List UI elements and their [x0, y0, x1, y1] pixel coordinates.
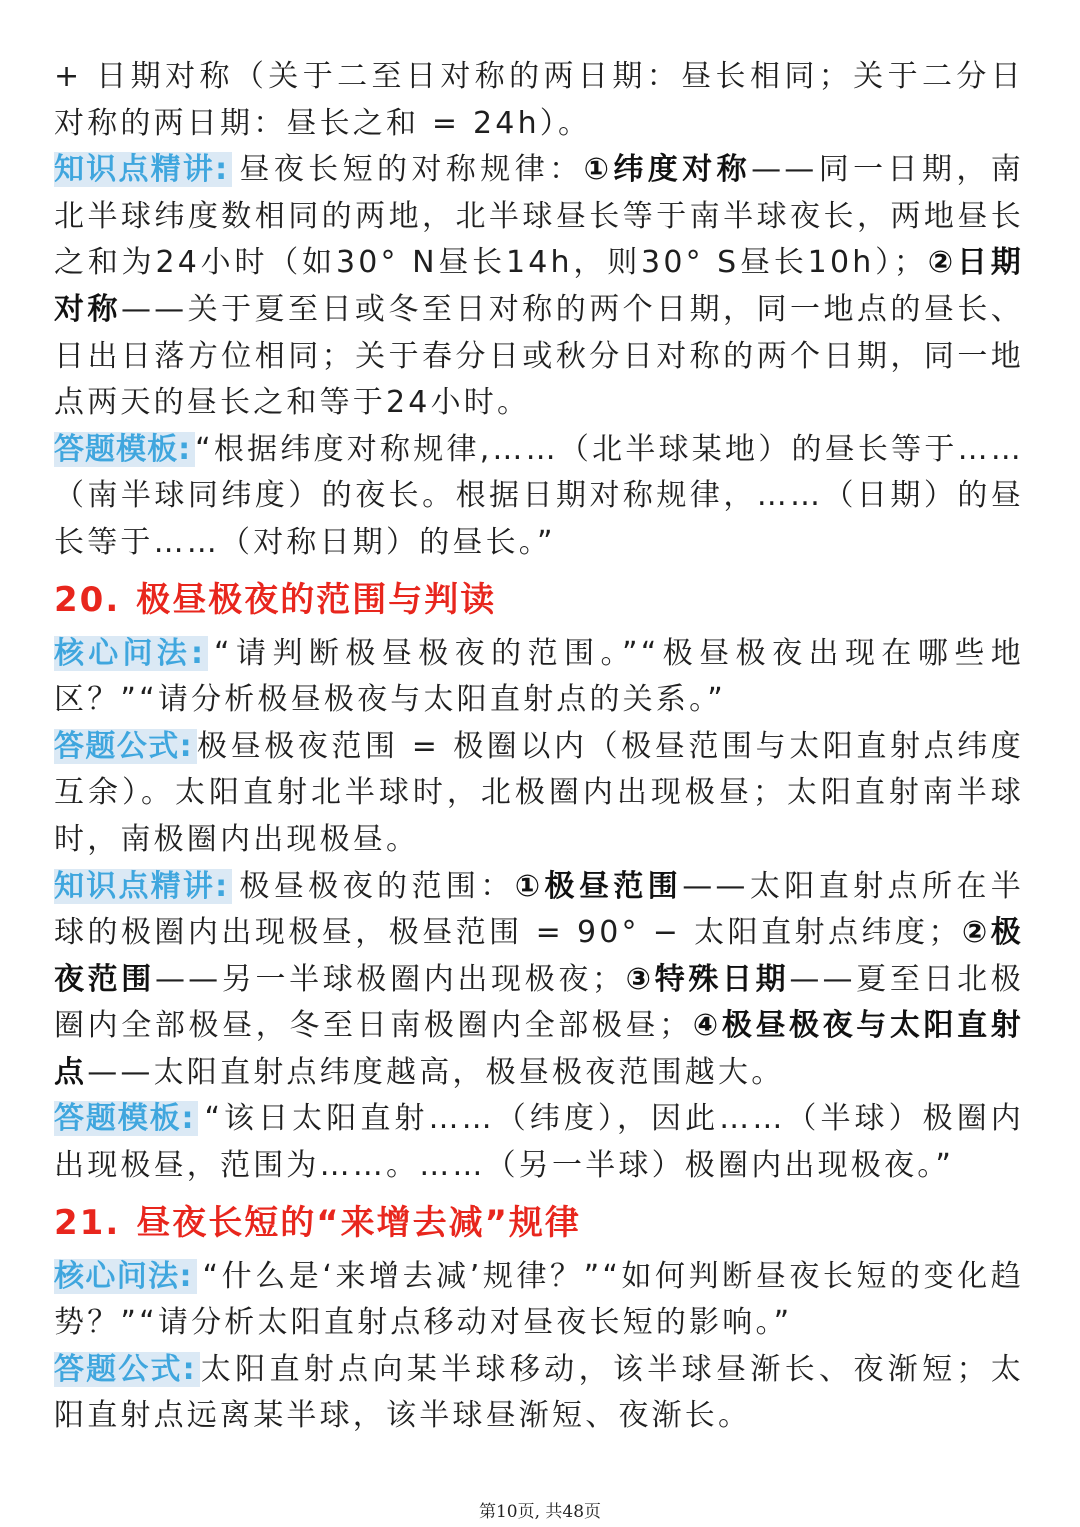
paragraph-text: “根据纬度对称规律,……（北半球某地）的昼长等于……（南半球同纬度）的夜长。根据日期对称规律，……（日期）的昼长等于……（对称日期）的昼长。”	[54, 431, 1024, 560]
answer-template-symmetry	[54, 427, 1024, 567]
paragraph-text: + 日期对称（关于二至日对称的两日期：昼长相同；关于二分日对称的两日期：昼长之和 = 24h）。	[54, 59, 1024, 141]
page-footer	[0, 1497, 1080, 1522]
bold-point: ③特殊日期	[625, 961, 790, 997]
section-tag: 答题模板:	[54, 1101, 198, 1136]
paragraph-text: ——夏至日北极圈内全部极昼，冬至日南极圈内全部极昼；	[54, 961, 1024, 1044]
paragraph-text: ——太阳直射点所在半球的极圈内出现极昼，极昼范围 = 90° − 太阳直射点纬度；	[54, 868, 1025, 951]
section-number: 21.	[54, 1202, 121, 1243]
paragraph-text: “什么是‘来增去减’规律？”“如何判断昼夜长短的变化趋势？”“请分析太阳直射点移动对昼夜长短的影响。”	[54, 1258, 1024, 1341]
answer-formula-day-length	[54, 1347, 1024, 1440]
section-number: 20.	[54, 579, 121, 620]
paragraph-text: ——同一日期，南北半球纬度数相同的两地，北半球昼长等于南半球夜长，两地昼长之和为24小时（如30° N昼长14h，则30° S昼长10h）；	[54, 152, 1025, 281]
paragraph-text: ——另一半球极圈内出现极夜；	[154, 961, 626, 997]
section-tag: 核心问法:	[54, 636, 208, 671]
core-question-day-length	[54, 1254, 1024, 1347]
paragraph-text: “该日太阳直射……（纬度），因此……（半球）极圈内出现极昼，范围为……。……（另一半球）极圈内出现极夜。”	[54, 1101, 1024, 1184]
paragraph-text: 昼夜长短的对称规律：	[238, 152, 584, 188]
section-heading-20	[54, 573, 1024, 627]
date-symmetry-note	[54, 54, 1024, 147]
knowledge-explanation-symmetry	[54, 147, 1024, 427]
answer-template-polar	[54, 1096, 1024, 1189]
core-question-polar	[54, 631, 1024, 724]
paragraph-text: 极昼极夜范围 = 极圈以内（极昼范围与太阳直射点纬度互余）。太阳直射北半球时，北极圈内出现极昼；太阳直射南半球时，南极圈内出现极昼。	[54, 728, 1024, 857]
section-tag: 知识点精讲:	[54, 869, 232, 904]
knowledge-explanation-polar	[54, 864, 1024, 1097]
bold-point: ④极昼极夜与太阳直射点	[54, 1008, 1024, 1090]
section-tag: 答题公式:	[54, 1352, 200, 1387]
paragraph-text: “请判断极昼极夜的范围。”“极昼极夜出现在哪些地区？”“请分析极昼极夜与太阳直射点的关系。”	[54, 635, 1024, 718]
answer-formula-polar	[54, 724, 1024, 864]
section-tag: 答题模板:	[54, 432, 195, 467]
paragraph-text: ——关于夏至日或冬至日对称的两个日期，同一地点的昼长、日出日落方位相同；关于春分日或秋分日对称的两个日期，同一地点两天的昼长之和等于24小时。	[54, 291, 1024, 421]
bold-point: ①纬度对称	[583, 152, 752, 188]
bold-point: ①极昼范围	[514, 868, 683, 904]
page-number-label: 第10页, 共48页	[478, 1502, 602, 1522]
section-title: 极昼极夜的范围与判读	[136, 579, 497, 620]
bold-point: ②极夜范围	[54, 915, 1024, 997]
bold-point: ②日期对称	[54, 245, 1024, 327]
section-tag: 知识点精讲:	[54, 152, 232, 187]
section-title: 昼夜长短的“来增去减”规律	[136, 1202, 581, 1243]
section-tag: 答题公式:	[54, 729, 197, 764]
paragraph-text: 太阳直射点向某半球移动，该半球昼渐长、夜渐短；太阳直射点远离某半球，该半球昼渐短、夜渐长。	[54, 1351, 1024, 1434]
paragraph-text: ——太阳直射点纬度越高，极昼极夜范围越大。	[87, 1054, 785, 1090]
section-heading-21	[54, 1196, 1024, 1250]
section-tag: 核心问法:	[54, 1259, 197, 1294]
paragraph-text: 极昼极夜的范围：	[238, 868, 515, 904]
